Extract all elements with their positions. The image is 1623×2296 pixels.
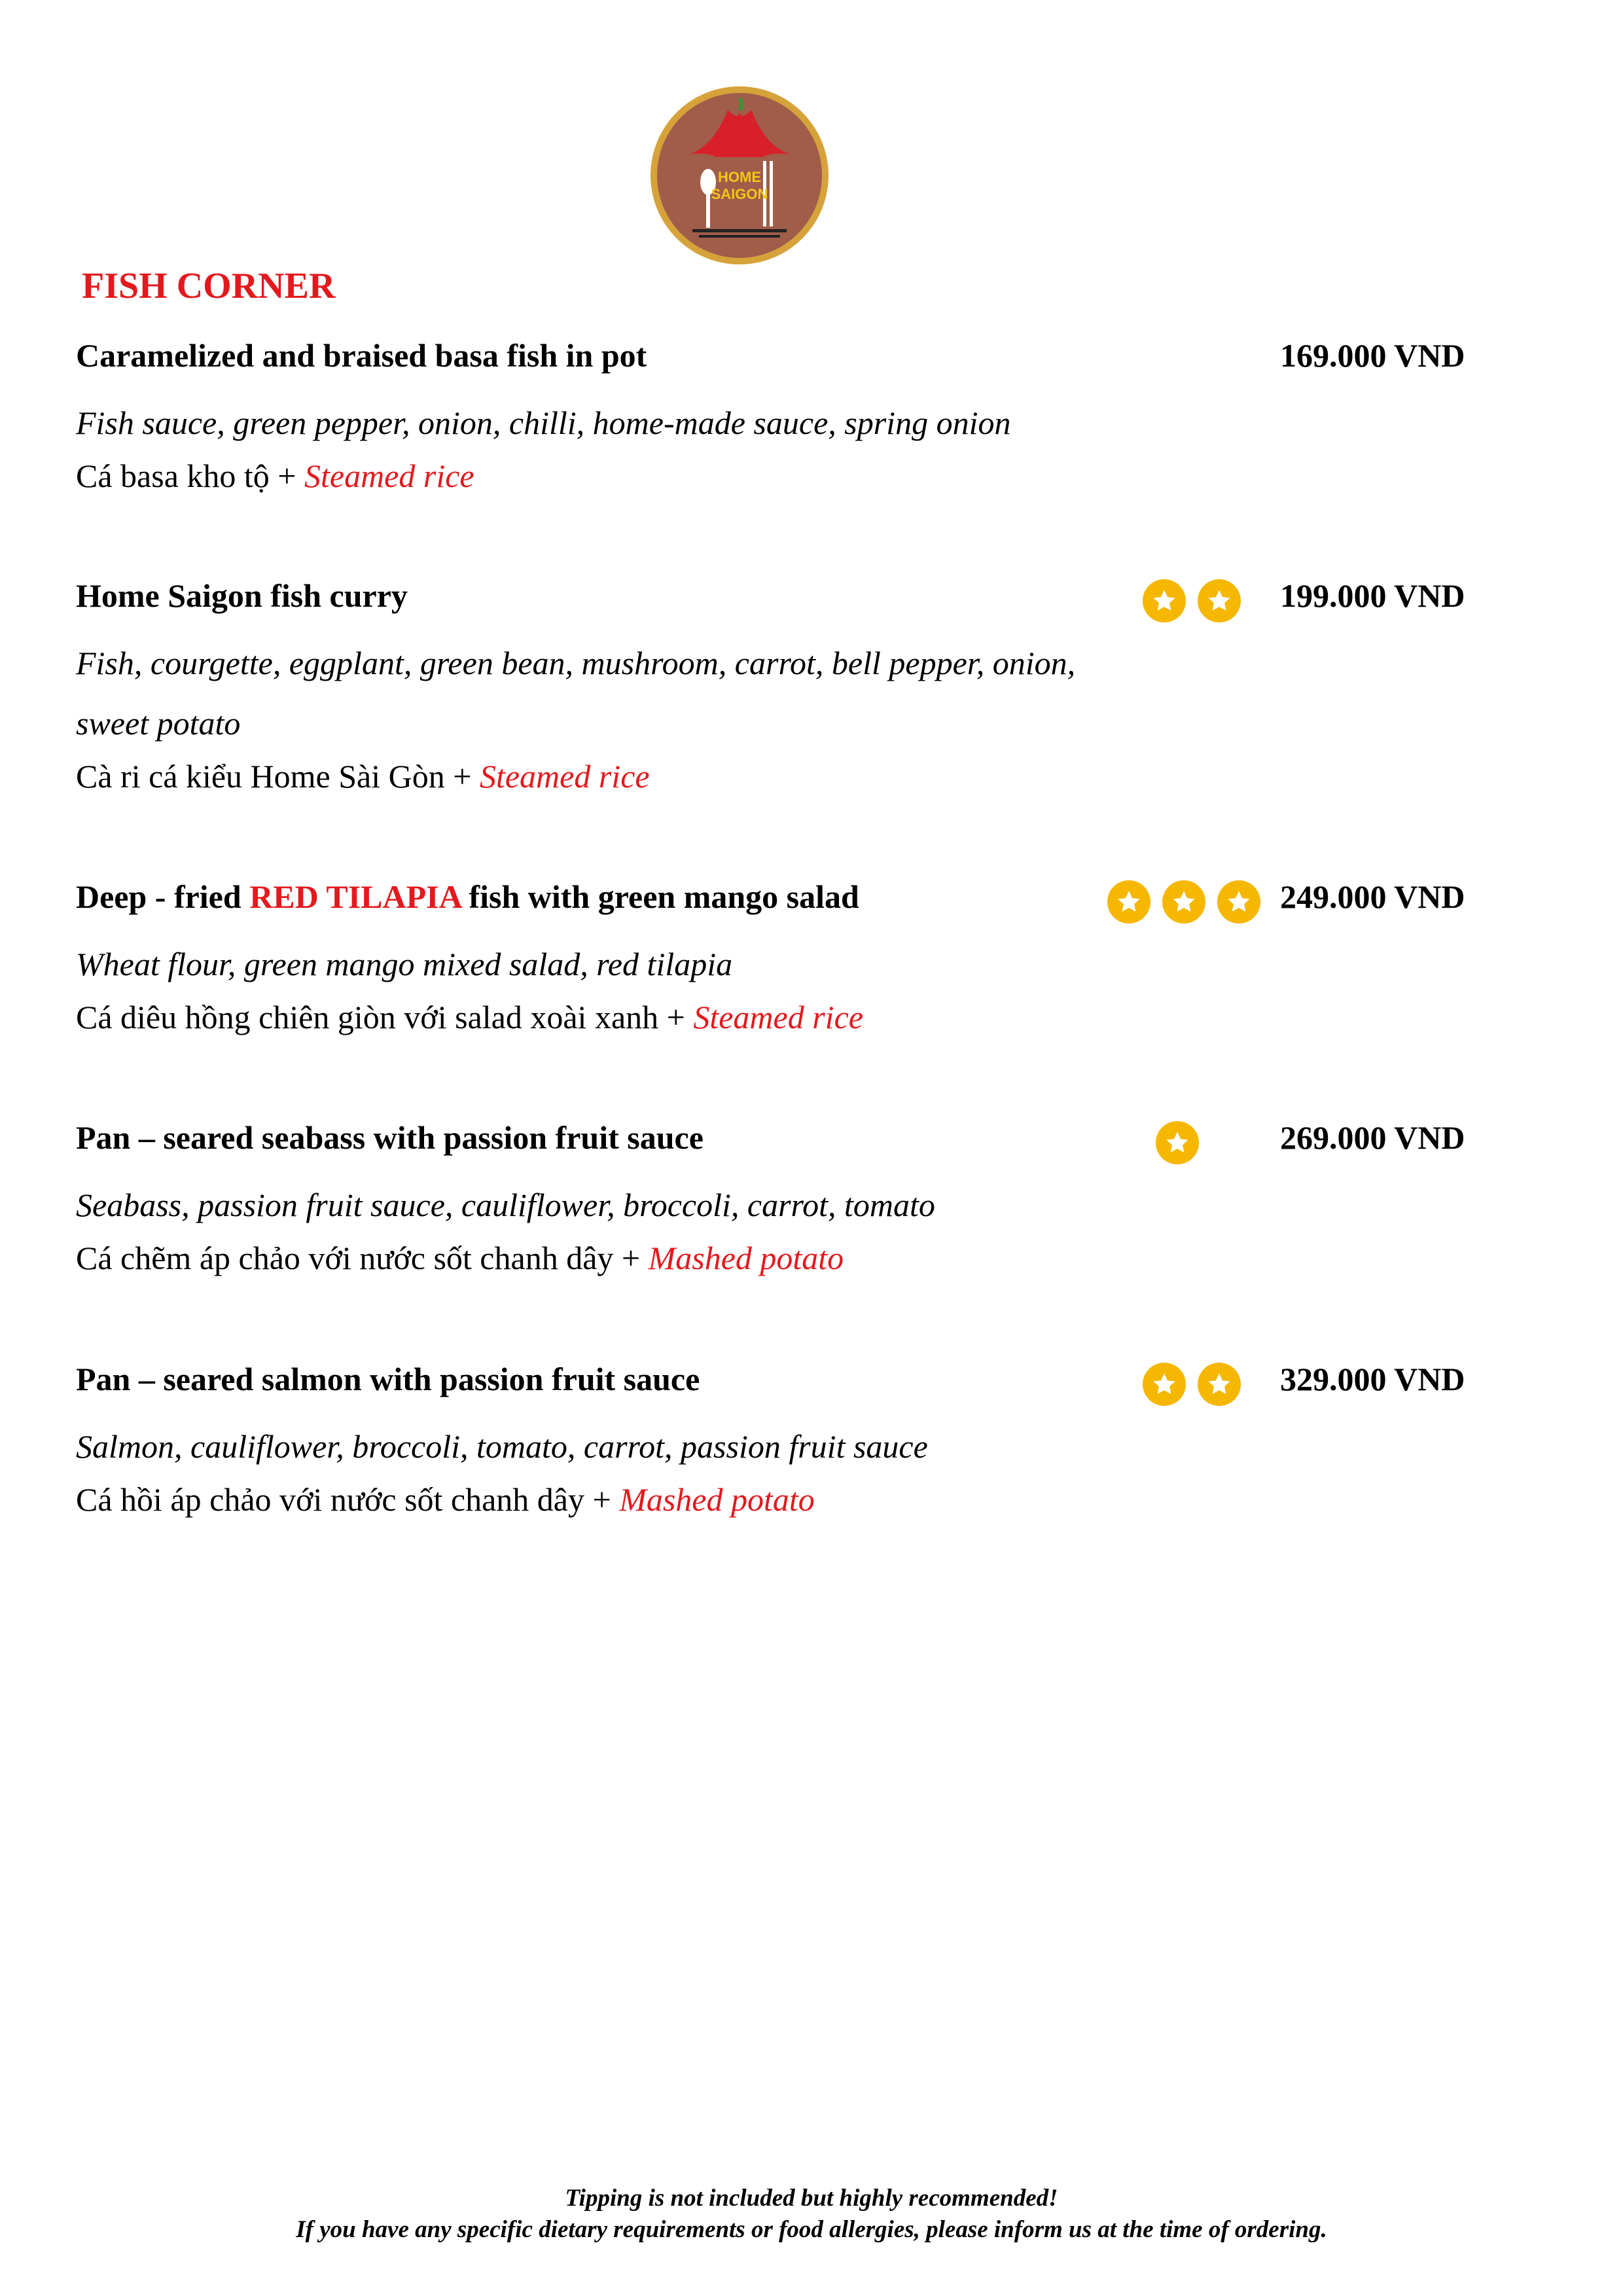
dish-name: Pan – seared seabass with passion fruit sauce [76,1119,704,1156]
dish-side: Mashed potato [648,1240,844,1276]
dish-name: Caramelized and braised basa fish in pot [76,337,647,374]
dish-price: 329.000 VND [1280,1361,1465,1397]
dish-description: Fish, courgette, eggplant, green bean, mushroom, carrot, bell pepper, onion, sweet potato [76,645,1076,742]
dish-price: 249.000 VND [1280,878,1465,915]
spice-rating [1107,880,1260,926]
star-icon [1198,579,1241,622]
star-icon [1162,880,1205,924]
dish-price: 269.000 VND [1280,1119,1465,1156]
dish-side: Steamed rice [304,457,474,494]
dish-name: Home Saigon fish curry [76,577,408,614]
home-saigon-logo [648,84,831,267]
star-icon [1107,880,1150,924]
logo-text-saigon: SAIGON [711,186,768,202]
spice-rating [1143,579,1241,625]
dish-side: Steamed rice [693,999,863,1035]
dish-vietnamese-name: Cá hồi áp chảo với nước sốt chanh dây + Mashed potato [76,1481,815,1518]
star-icon [1217,880,1260,924]
dish-description: Fish sauce, green pepper, onion, chilli, home-made sauce, spring onion [76,404,1011,441]
spice-rating [1143,1363,1241,1408]
dish-vietnamese-name: Cà ri cá kiểu Home Sài Gòn + Steamed rice [76,758,650,795]
star-icon [1143,579,1186,622]
section-title: FISH CORNER [82,266,336,306]
dish-description: Salmon, cauliflower, broccoli, tomato, carrot, passion fruit sauce [76,1428,928,1465]
spice-rating [1156,1121,1199,1167]
dish-side: Mashed potato [619,1481,815,1518]
dish-price: 169.000 VND [1280,337,1465,374]
dish-name: Deep - fried RED TILAPIA fish with green mango salad [76,878,859,915]
star-icon [1143,1363,1186,1406]
footer-note [0,2183,1623,2246]
dish-vietnamese-name: Cá chẽm áp chảo với nước sốt chanh dây + Mashed potato [76,1240,844,1276]
dish-side: Steamed rice [479,758,650,795]
star-icon [1198,1363,1241,1406]
tipping-note: Tipping is not included but highly recommended! [565,2185,1058,2212]
allergy-note: If you have any specific dietary requirements or food allergies, please inform us at the time of ordering. [296,2216,1327,2243]
dish-name: Pan – seared salmon with passion fruit sauce [76,1361,700,1397]
star-icon [1156,1121,1199,1164]
dish-vietnamese-name: Cá basa kho tộ + Steamed rice [76,457,474,494]
dish-description: Wheat flour, green mango mixed salad, red tilapia [76,946,733,982]
dish-price: 199.000 VND [1280,577,1465,614]
dish-description: Seabass, passion fruit sauce, cauliflower, broccoli, carrot, tomato [76,1187,935,1223]
logo-text-home: HOME [718,169,761,185]
dish-vietnamese-name: Cá diêu hồng chiên giòn với salad xoài xanh + Steamed rice [76,999,863,1035]
